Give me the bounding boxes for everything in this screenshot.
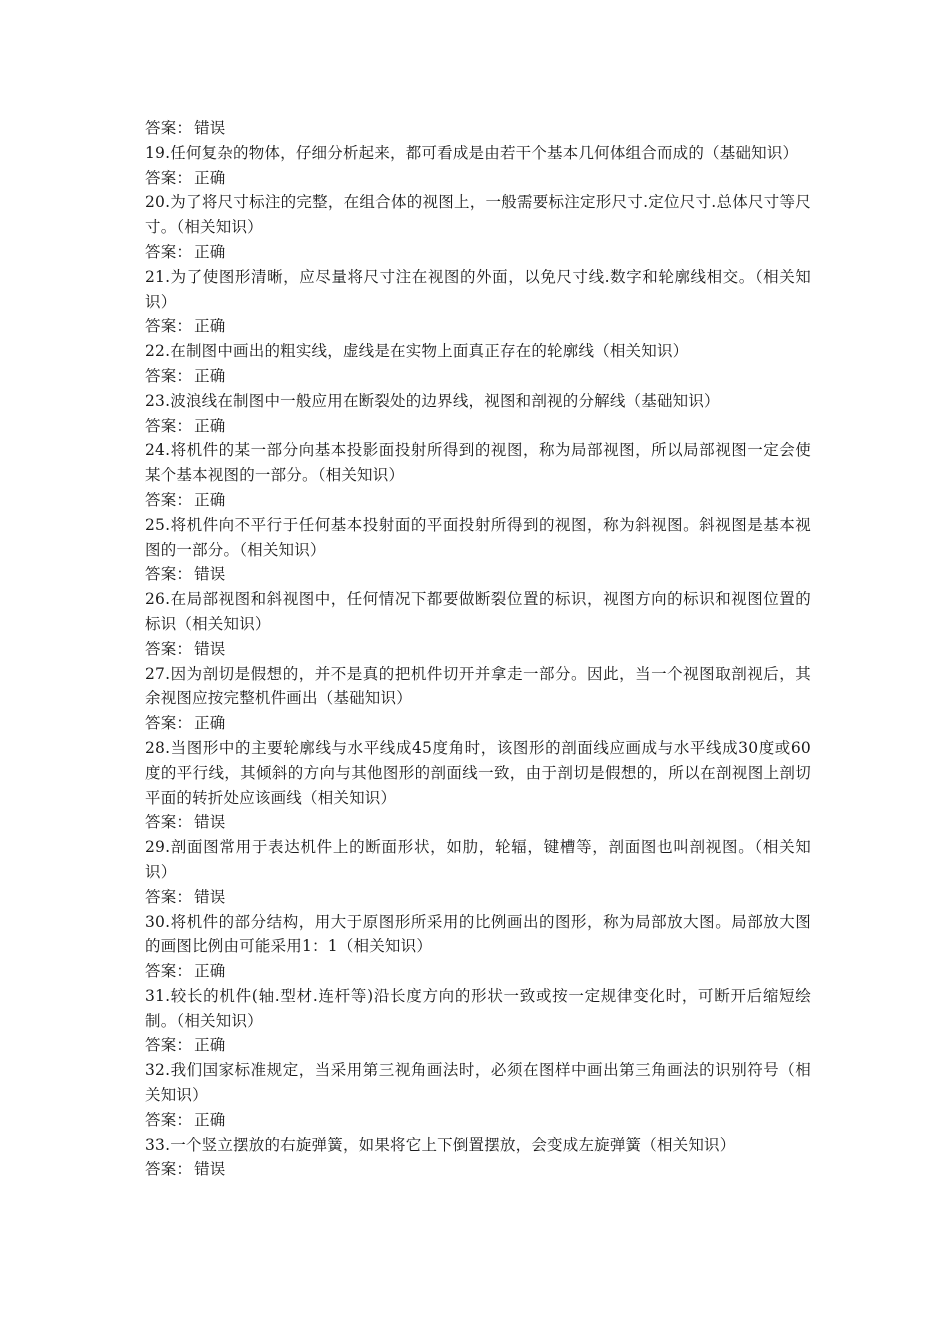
question-text: 24.将机件的某一部分向基本投影面投射所得到的视图，称为局部视图，所以局部视图一定会使某个基本视图的一部分。（相关知识） [145, 441, 811, 485]
question-item [145, 190, 811, 264]
question-item [145, 141, 811, 191]
answer-label: 答案： [145, 962, 193, 981]
answer-line [145, 166, 811, 191]
question-item [145, 1058, 811, 1132]
answer-line [145, 810, 811, 835]
question-text: 21.为了使图形清晰，应尽量将尺寸注在视图的外面，以免尺寸线.数字和轮廓线相交。（相关知识） [145, 267, 811, 311]
question-item [145, 438, 811, 512]
answer-line [145, 414, 811, 439]
answer-value: 正确 [194, 1036, 226, 1055]
answer-value: 正确 [194, 317, 226, 336]
question-text: 26.在局部视图和斜视图中，任何情况下都要做断裂位置的标识，视图方向的标识和视图位置的标识（相关知识） [145, 590, 811, 633]
answer-line [145, 1108, 811, 1133]
question-text: 19.任何复杂的物体，仔细分析起来，都可看成是由若干个基本几何体组合而成的（基础知识） [145, 143, 799, 162]
answer-line [145, 116, 811, 141]
question-item [145, 339, 811, 389]
answer-value: 正确 [194, 490, 226, 509]
question-text: 28.当图形中的主要轮廓线与水平线成45度角时，该图形的剖面线应画成与水平线成30度或60度的平行线，其倾斜的方向与其他图形的剖面线一致，由于剖切是假想的，所以在剖视图上剖切平面的转折处应该画线（相关知识） [145, 738, 811, 807]
question-text: 25.将机件向不平行于任何基本投射面的平面投射所得到的视图，称为斜视图。斜视图是基本视图的一部分。（相关知识） [145, 515, 811, 559]
answer-label: 答案： [145, 317, 193, 336]
answer-line [145, 637, 811, 662]
answer-value: 错误 [194, 813, 226, 832]
answer-line [145, 364, 811, 389]
question-item [145, 1133, 811, 1183]
answer-label: 答案： [145, 1036, 193, 1055]
question-item [145, 662, 811, 736]
question-item [145, 389, 811, 439]
question-text: 27.因为剖切是假想的，并不是真的把机件切开并拿走一部分。因此，当一个视图取剖视后，其余视图应按完整机件画出（基础知识） [145, 664, 811, 708]
answer-value: 错误 [194, 565, 226, 584]
answer-label: 答案： [145, 242, 193, 261]
question-item [145, 910, 811, 984]
answer-line [145, 1033, 811, 1058]
question-text: 30.将机件的部分结构，用大于原图形所采用的比例画出的图形，称为局部放大图。局部放大图的画图比例由可能采用1：1（相关知识） [145, 912, 811, 956]
question-text: 29.剖面图常用于表达机件上的断面形状，如肋，轮辐，键槽等，剖面图也叫剖视图。（相关知识） [145, 838, 811, 881]
answer-label: 答案： [145, 168, 193, 187]
answer-label: 答案： [145, 639, 193, 658]
question-item [145, 587, 811, 661]
answer-label: 答案： [145, 119, 193, 137]
answer-line [145, 711, 811, 736]
question-item [145, 265, 811, 339]
answer-value: 正确 [194, 168, 226, 187]
answer-label: 答案： [145, 490, 193, 509]
answer-value: 正确 [194, 416, 226, 435]
answer-label: 答案： [145, 366, 193, 385]
answer-label: 答案： [145, 813, 193, 832]
answer-line [145, 959, 811, 984]
question-list [145, 116, 811, 1182]
question-text: 22.在制图中画出的粗实线，虚线是在实物上面真正存在的轮廓线（相关知识） [145, 342, 689, 361]
question-text: 31.较长的机件(轴.型材.连杆等)沿长度方向的形状一致或按一定规律变化时，可断开后缩短绘制。（相关知识） [145, 986, 811, 1030]
answer-value: 正确 [194, 242, 226, 261]
answer-label: 答案： [145, 416, 193, 435]
answer-label: 答案： [145, 565, 193, 584]
question-text: 32.我们国家标准规定，当采用第三视角画法时，必须在图样中画出第三角画法的识别符号（相关知识） [145, 1061, 811, 1105]
question-item [145, 513, 811, 587]
question-item [145, 835, 811, 909]
answer-line [145, 314, 811, 339]
question-text: 33.一个竖立摆放的右旋弹簧，如果将它上下倒置摆放，会变成左旋弹簧（相关知识） [145, 1135, 736, 1154]
answer-line [145, 240, 811, 265]
question-text: 20.为了将尺寸标注的完整，在组合体的视图上，一般需要标注定形尺寸.定位尺寸.总体尺寸等尺寸。（相关知识） [145, 193, 811, 237]
answer-value: 错误 [194, 119, 226, 137]
answer-value: 正确 [194, 366, 226, 385]
answer-line [145, 488, 811, 513]
question-item [145, 736, 811, 835]
answer-value: 错误 [194, 639, 226, 658]
answer-line [145, 562, 811, 587]
answer-label: 答案： [145, 1110, 193, 1129]
question-item [145, 984, 811, 1058]
answer-value: 正确 [194, 1110, 226, 1129]
answer-value: 正确 [194, 714, 226, 733]
answer-label: 答案： [145, 887, 193, 906]
answer-value: 错误 [194, 1160, 226, 1179]
answer-value: 错误 [194, 887, 226, 906]
answer-value: 正确 [194, 962, 226, 981]
question-text: 23.波浪线在制图中一般应用在断裂处的边界线，视图和剖视的分解线（基础知识） [145, 391, 720, 410]
answer-line [145, 1157, 811, 1182]
answer-label: 答案： [145, 714, 193, 733]
answer-label: 答案： [145, 1160, 193, 1179]
answer-line [145, 885, 811, 910]
